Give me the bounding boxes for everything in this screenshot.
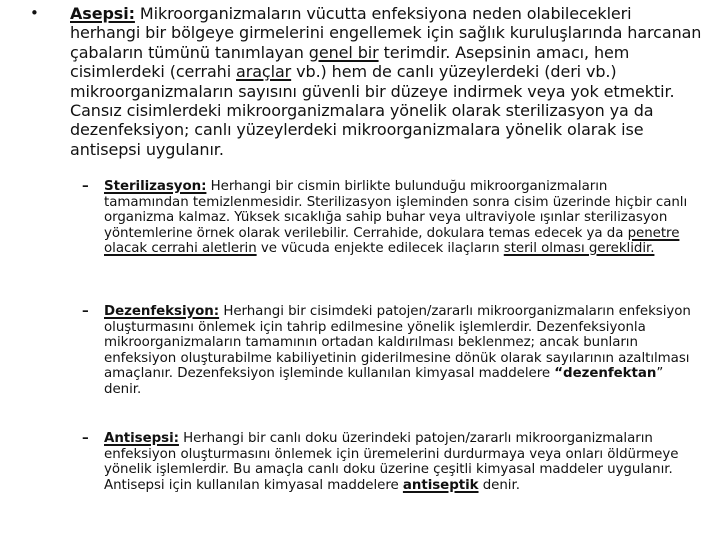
term-sterilizasyon: Sterilizasyon: (104, 179, 207, 194)
antisepsi-text-a: Herhangi bir canlı doku üzerindeki patojen/zararlı mikroorganizmaların enfeksiyon oluşturmasını önlemek için üremelerini durdurmaya veya onları öldürmeye yönelik işlemlerdir. Bu amaçla canlı doku üzerine çeşitli kimyasal maddeler uygulanır. Antisepsi için kullanılan kimyasal maddelere (104, 431, 679, 493)
asepsi-text-b: terimdir. Asepsinin amacı, hem cisimlerdeki (cerrahi (70, 42, 630, 82)
sterilizasyon-text-a: Herhangi bir cismin birlikte bulunduğu mikroorganizmaların tamamından temizlenmesidir. Sterilizasyon işleminden sonra cisim üzerinde hiçbir canlı organizma kalmaz. Yüksek sıcaklığa sahip buhar veya ultraviyole ışınlar sterilizasyon yöntemlerine örnek olarak verilebilir. Cerrahide, dokulara temas edecek ya da (104, 179, 688, 241)
asepsi-text-c: vb.) hem de canlı yüzeylerdeki (deri vb.) mikroorganizmaların sayısını güvenli bir düzeye indirmek veya yok etmektir. Cansız cisimlerdeki mikroorganizmalara yönelik olarak sterilizasyon ya da dezenfeksiyon; canlı yüzeylerdeki mikroorganizmalara yönelik olarak ise antisepsi uygulanır. (70, 62, 675, 159)
sterilizasyon-text (104, 179, 696, 257)
antisepsi-text-b: denir. (478, 477, 520, 493)
dezenfeksiyon-text-a: Herhangi bir cisimdeki patojen/zararlı mikroorganizmaların enfeksiyon oluşturmasını önlemek için tahrip edilmesine yönelik işlemlerdir. Dezenfeksiyonla mikroorganizmaların tamamının ortadan kaldırılması beklenmez; ancak bunların enfeksiyon oluşturabilme kabiliyetinin giderilmesine dönük olarak sayılarının azaltılması amaçlanır. Dezenfeksiyon işleminde kullanılan kimyasal maddelere (104, 304, 691, 381)
antiseptik-term: antiseptik (402, 477, 479, 493)
dash-icon: – (82, 304, 89, 319)
term-dezenfeksiyon: Dezenfeksiyon: (104, 304, 220, 319)
dezenfeksiyon-text-b: ” denir. (104, 366, 664, 397)
dash-icon: – (82, 179, 89, 194)
asepsi-underline-1: genel bir (308, 42, 379, 62)
antisepsi-text (104, 431, 696, 493)
term-asepsi: Asepsi: (70, 4, 135, 23)
sterilizasyon-text-b: ve vücuda enjekte edilecek ilaçların (256, 241, 504, 256)
main-bullet-text (70, 4, 705, 159)
asepsi-underline-2: araçlar (236, 62, 292, 82)
dezenfektan-term: “dezenfektan (554, 366, 657, 381)
sterilizasyon-underline-2: steril olması gereklidir. (503, 241, 655, 256)
term-antisepsi: Antisepsi: (104, 431, 179, 446)
dash-icon: – (82, 431, 89, 446)
asepsi-text-a: Mikroorganizmaların vücutta enfeksiyona neden olabilecekleri herhangi bir bölgeye girmelerini engellemek için sağlık kuruluşlarında harcanan çabaların tümünü tanımlayan (70, 4, 702, 62)
sterilizasyon-underline-1: penetre olacak cerrahi aletlerin (104, 225, 680, 256)
bullet-dot-icon: • (30, 4, 39, 22)
dezenfeksiyon-text (104, 304, 696, 397)
